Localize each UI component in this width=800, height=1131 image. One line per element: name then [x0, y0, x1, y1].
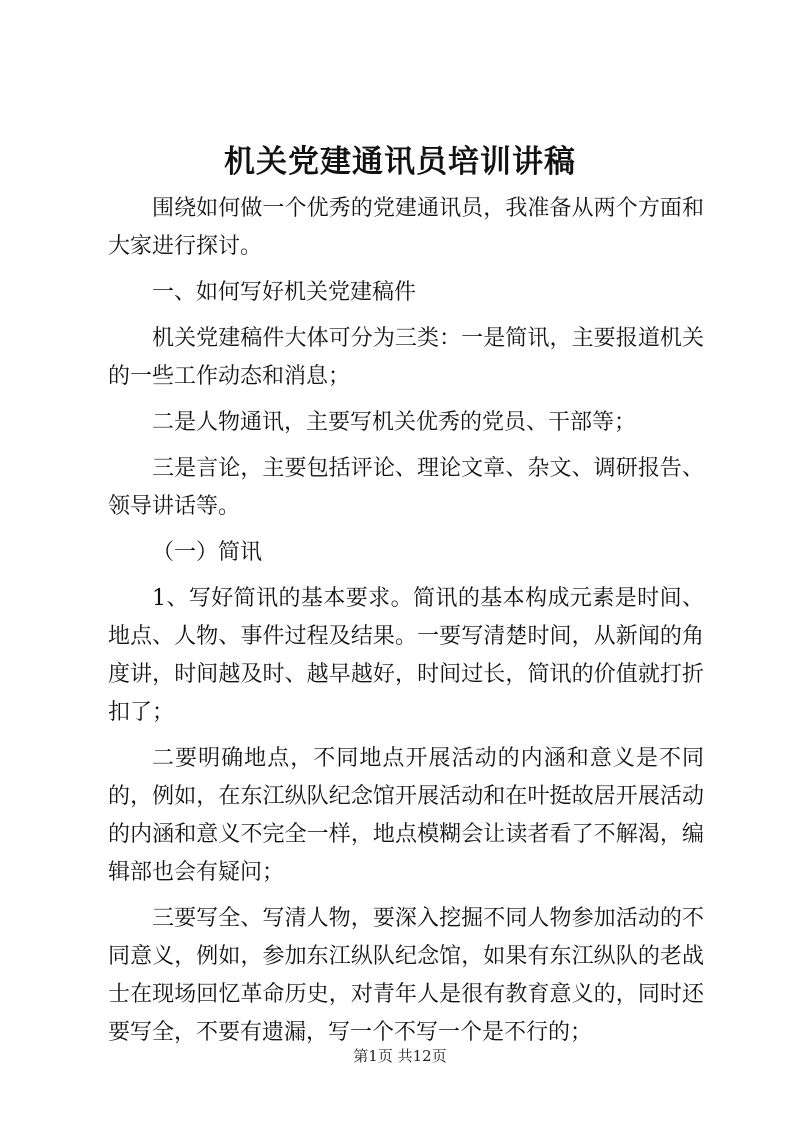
page-title: 机关党建通讯员培训讲稿	[224, 144, 576, 180]
paragraph-category-three: 三是言论，主要包括评论、理论文章、杂文、调研报告、领导讲话等。	[108, 456, 704, 519]
paragraph-intro: 围绕如何做一个优秀的党建通讯员，我准备从两个方面和大家进行探讨。	[108, 196, 704, 259]
paragraph-category-two: 二是人物通讯，主要写机关优秀的党员、干部等；	[152, 410, 637, 435]
paragraph-requirement-time: 1、写好简讯的基本要求。简讯的基本构成元素是时间、地点、人物、事件过程及结果。一要写清楚时间，从新闻的角度讲，时间越及时、越早越好，时间过长，简讯的价值就打折扣了；	[108, 586, 704, 725]
paragraph-requirement-people: 三要写全、写清人物，要深入挖掘不同人物参加活动的不同意义，例如，参加东江纵队纪念馆，如果有东江纵队的老战士在现场回忆革命历史，对青年人是很有教育意义的，同时还要写全，不要有遗漏，写一个不写一个是不行的；	[108, 906, 704, 1045]
paragraph-requirement-place: 二要明确地点，不同地点开展活动的内涵和意义是不同的，例如，在东江纵队纪念馆开展活动和在叶挺故居开展活动的内涵和意义不完全一样，地点模糊会让读者看了不解渴，编辑部也会有疑问；	[108, 746, 704, 885]
page-footer: 第1页 共12页	[353, 1047, 447, 1065]
paragraph-three-categories: 机关党建稿件大体可分为三类：一是简讯，主要报道机关的一些工作动态和消息；	[108, 326, 704, 389]
paragraph-section-heading: 一、如何写好机关党建稿件	[152, 280, 417, 305]
paragraph-subsection-heading: （一）简讯	[152, 540, 263, 565]
document-body	[108, 190, 704, 1052]
